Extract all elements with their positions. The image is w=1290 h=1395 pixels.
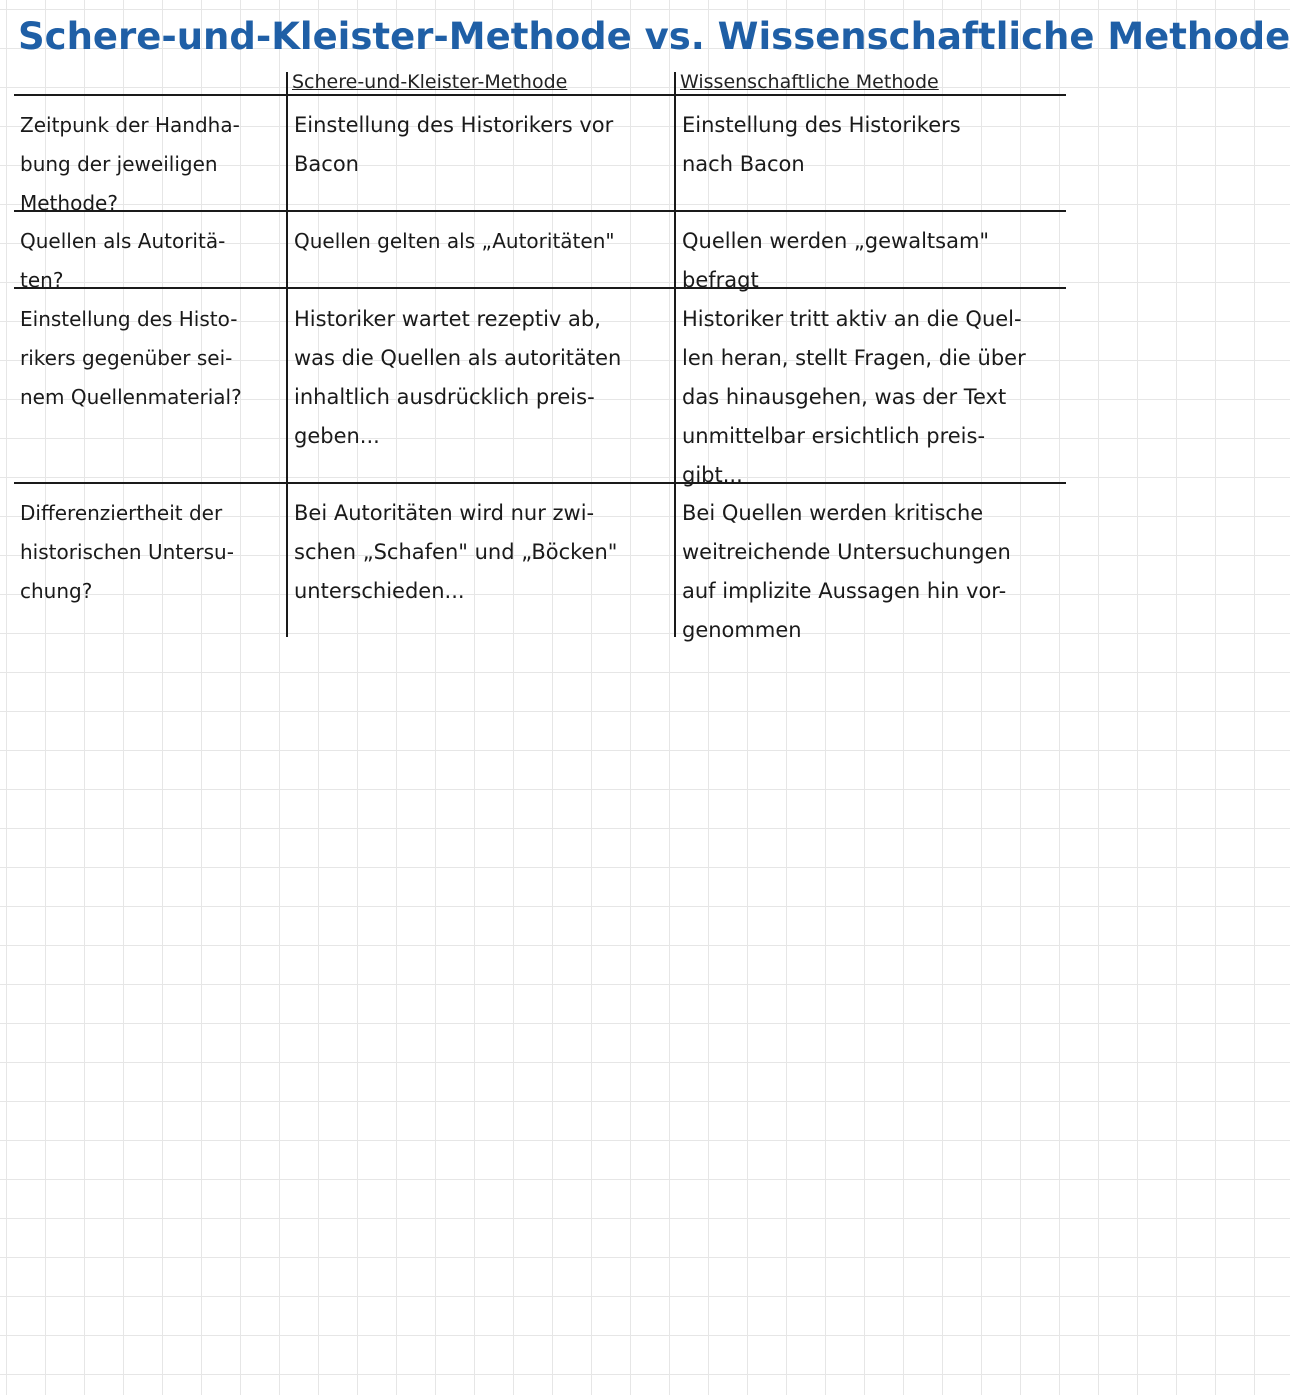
column-header-scientific: Wissenschaftliche Methode	[680, 71, 939, 93]
row-3-question: Einstellung des Histo- rikers gegenüber sei- nem Quellenmaterial?	[20, 307, 242, 409]
column-header-scissors: Schere-und-Kleister-Methode	[292, 71, 568, 93]
row-1-scissors-method: Einstellung des Historikers vor Bacon	[294, 113, 614, 176]
page-title: Schere-und-Kleister-Methode vs. Wissenschaftliche Methode	[18, 15, 1290, 58]
row-1-scientific-method: Einstellung des Historikers nach Bacon	[682, 113, 961, 176]
row-4-scissors-method: Bei Autoritäten wird nur zwi- schen „Schafen" und „Böcken" unterschieden...	[294, 501, 618, 603]
column-divider	[674, 72, 676, 637]
column-divider	[286, 72, 288, 637]
row-2-question: Quellen als Autoritä- ten?	[20, 229, 226, 292]
row-3-scissors-method: Historiker wartet rezeptiv ab, was die Quellen als autoritäten inhaltlich ausdrücklich preis- geben...	[294, 307, 622, 448]
row-2-scientific-method: Quellen werden „gewaltsam" befragt	[682, 229, 990, 292]
row-2-scissors-method: Quellen gelten als „Autoritäten"	[294, 229, 615, 253]
row-4-question: Differenziertheit der historischen Untersu- chung?	[20, 501, 234, 603]
row-3-scientific-method: Historiker tritt aktiv an die Quel- len heran, stellt Fragen, die über das hinausgehen, was der Text unmittelbar ersichtlich preis- gibt...	[682, 307, 1026, 487]
row-1-question: Zeitpunk der Handha- bung der jeweiligen Methode?	[20, 113, 240, 215]
table-top-border	[14, 94, 1066, 96]
row-4-scientific-method: Bei Quellen werden kritische weitreichende Untersuchungen auf implizite Aussagen hin vor- genommen	[682, 501, 1011, 642]
